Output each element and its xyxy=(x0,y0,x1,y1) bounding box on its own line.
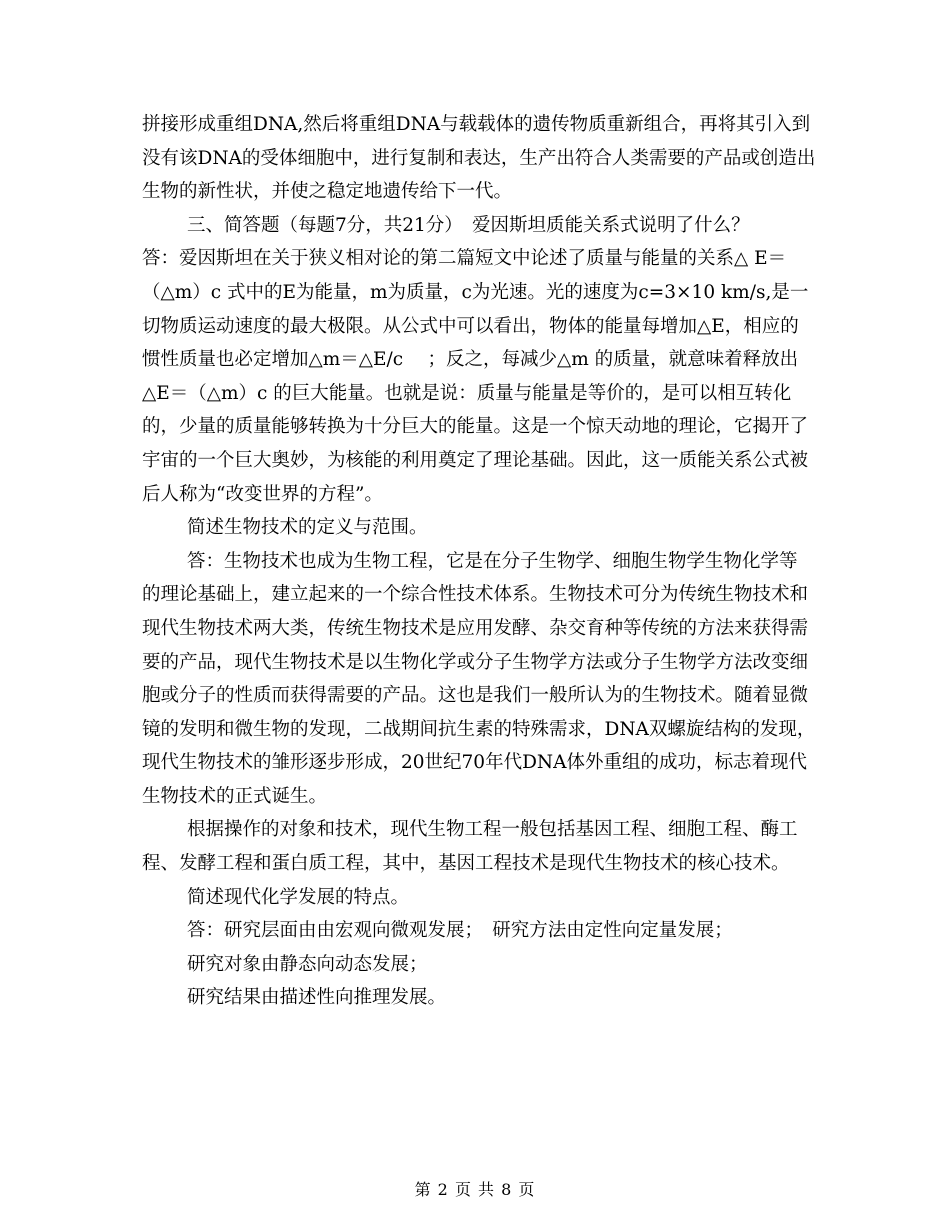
text-line: 镜的发明和微生物的发现，二战期间抗生素的特殊需求，DNA双螺旋结构的发现， xyxy=(142,718,816,740)
text-line: 拼接形成重组DNA,然后将重组DNA与载载体的遗传物质重新组合，再将其引入到 xyxy=(142,114,811,135)
question-line: 简述生物技术的定义与范围。 xyxy=(187,517,428,539)
text-line: 宇宙的一个巨大奥妙，为核能的利用奠定了理论基础。因此，这一质能关系公式被 xyxy=(142,449,809,471)
document-body xyxy=(142,108,816,1015)
text-line: 程、发酵工程和蛋白质工程，其中，基因工程技术是现代生物技术的核心技术。 xyxy=(142,853,790,875)
text-line: 胞或分子的性质而获得需要的产品。这也是我们一般所认为的生物技术。随着显微 xyxy=(142,685,809,707)
text-line: 没有该DNA的受体细胞中，进行复制和表达，生产出符合人类需要的产品或创造出 xyxy=(142,147,816,169)
text-line: 的，少量的质量能够转换为十分巨大的能量。这是一个惊天动地的理论，它揭开了 xyxy=(142,416,809,438)
text-line: 现代生物技术的雏形逐步形成，20世纪70年代DNA体外重组的成功，标志着现代 xyxy=(142,752,807,774)
text-line: 要的产品，现代生物技术是以生物化学或分子生物学方法或分子生物学方法改变细 xyxy=(142,651,809,673)
page-footer: 第 2 页 共 8 页 xyxy=(414,1180,536,1199)
text-line: 现代生物技术两大类，传统生物技术是应用发酵、杂交育种等传统的方法来获得需 xyxy=(142,617,809,639)
text-line: △E＝（△m）c 的巨大能量。也就是说：质量与能量是等价的，是可以相互转化 xyxy=(142,382,792,404)
text-line: 的理论基础上，建立起来的一个综合性技术体系。生物技术可分为传统生物技术和 xyxy=(142,584,809,606)
text-line: 切物质运动速度的最大极限。从公式中可以看出，物体的能量每增加△E，相应的 xyxy=(142,315,799,337)
section-heading: 三、简答题（每题7分，共21分） 爱因斯坦质能关系式说明了什么？ xyxy=(187,214,750,236)
text-line: 研究对象由静态向动态发展； xyxy=(187,953,428,975)
text-line: 研究结果由描述性向推理发展。 xyxy=(187,987,447,1009)
question-line: 简述现代化学发展的特点。 xyxy=(187,886,410,908)
text-line: 生物技术的正式诞生。 xyxy=(142,785,328,807)
text-line: 根据操作的对象和技术，现代生物工程一般包括基因工程、细胞工程、酶工 xyxy=(187,819,798,841)
text-line: 生物的新性状，并使之稳定地遗传给下一代。 xyxy=(142,181,513,203)
text-line: 答：爱因斯坦在关于狭义相对论的第二篇短文中论述了质量与能量的关系△ E＝ xyxy=(142,248,787,270)
text-line: 答：生物技术也成为生物工程，它是在分子生物学、细胞生物学生物化学等 xyxy=(187,550,798,572)
text-line: 后人称为“改变世界的方程”。 xyxy=(142,483,383,505)
text-line: 惯性质量也必定增加△m＝△E/c ；反之，每减少△m 的质量，就意味着释放出 xyxy=(142,349,799,371)
text-line: （△m）c 式中的E为能量，m为质量，c为光速。光的速度为c=3×10 km/s,是一 xyxy=(142,281,809,303)
text-line: 答：研究层面由由宏观向微观发展； 研究方法由定性向定量发展； xyxy=(187,920,733,942)
